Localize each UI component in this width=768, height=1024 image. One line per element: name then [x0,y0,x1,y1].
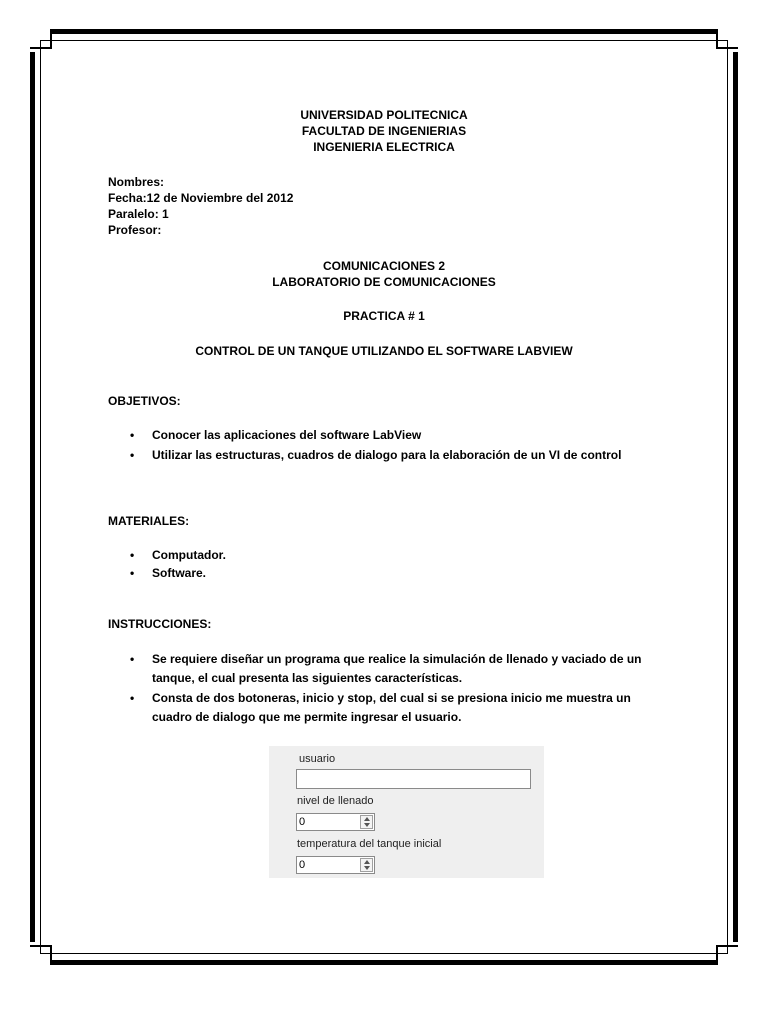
instruccion-item: Se requiere diseñar un programa que realice la simulación de llenado y vaciado de un tanque, el cual presenta las siguientes características. [152,652,642,685]
info-profesor: Profesor: [108,223,162,237]
objetivos-heading: OBJETIVOS: [108,394,181,408]
bullet: • [130,448,135,462]
course-name: COMUNICACIONES 2 [322,259,445,273]
materiales-heading: MATERIALES: [108,514,190,528]
labview-dialog-panel [269,746,544,878]
nivel-numeric-input[interactable] [296,813,375,831]
nivel-value: 0 [299,816,306,828]
increment-arrow-icon[interactable] [364,860,370,864]
nivel-spinner[interactable] [360,815,373,829]
nivel-label: nivel de llenado [297,795,374,807]
practice-number: PRACTICA # 1 [343,309,425,323]
usuario-label: usuario [299,753,336,765]
temperatura-label: temperatura del tanque inicial [297,838,442,850]
decrement-arrow-icon[interactable] [364,866,370,870]
usuario-input[interactable] [296,769,531,789]
bullet: • [130,652,135,666]
bullet: • [130,566,135,580]
decrement-arrow-icon[interactable] [364,823,370,827]
increment-arrow-icon[interactable] [364,817,370,821]
bullet: • [130,691,135,705]
objetivo-item: Utilizar las estructuras, cuadros de dialogo para la elaboración de un VI de control [152,448,622,462]
bullet: • [130,428,135,442]
header-faculty: FACULTAD DE INGENIERIAS [301,124,467,138]
temperatura-numeric-input[interactable] [296,856,375,874]
info-fecha: Fecha:12 de Noviembre del 2012 [108,191,294,205]
material-item: Software. [152,566,207,580]
instrucciones-heading: INSTRUCCIONES: [108,617,212,631]
material-item: Computador. [152,548,226,562]
info-nombres: Nombres: [108,175,165,189]
bullet: • [130,548,135,562]
instruccion-item: Consta de dos botoneras, inicio y stop, del cual si se presiona inicio me muestra un cuadro de dialogo que me permite ingresar el usuario. [152,691,631,724]
info-paralelo: Paralelo: 1 [108,207,169,221]
header-university: UNIVERSIDAD POLITECNICA [300,108,468,122]
temperatura-spinner[interactable] [360,858,373,872]
document-title: CONTROL DE UN TANQUE UTILIZANDO EL SOFTWARE LABVIEW [195,344,573,358]
header-career: INGENIERIA ELECTRICA [313,140,455,154]
temperatura-value: 0 [299,859,306,871]
course-lab: LABORATORIO DE COMUNICACIONES [272,275,496,289]
objetivo-item: Conocer las aplicaciones del software LabView [152,428,422,442]
